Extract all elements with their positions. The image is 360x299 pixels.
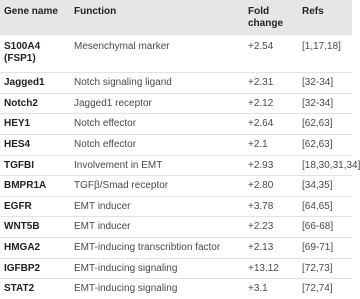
refs-cell: [34,35] xyxy=(298,176,352,197)
gene-name-cell: Jagged1 xyxy=(0,73,70,94)
refs-cell: [72,74] xyxy=(302,283,333,295)
refs-cell: [62,63] xyxy=(298,114,352,135)
table-row xyxy=(0,238,352,259)
refs-cell: [72,73] xyxy=(298,258,352,279)
header-gene-name: Gene name xyxy=(4,6,58,17)
table-row xyxy=(0,217,352,238)
function-cell: EMT inducer xyxy=(70,217,244,238)
header-fold-line1: Fold xyxy=(248,6,270,17)
gene-name: S100A4 xyxy=(4,41,41,52)
fold-change-cell: +2.1 xyxy=(244,134,298,155)
function-cell: Notch signaling ligand xyxy=(70,73,244,94)
fold-change-cell: +2.64 xyxy=(244,114,298,135)
fold-change-cell: +3.1 xyxy=(248,283,268,295)
function-cell: EMT inducer xyxy=(70,196,244,217)
function-cell: TGFβ/Smad receptor xyxy=(70,176,244,197)
table-row xyxy=(0,258,352,279)
gene-name-cell: STAT2 xyxy=(4,283,35,295)
function-cell: EMT-inducing signaling xyxy=(74,283,178,295)
fold-change-cell: +2.31 xyxy=(244,73,298,94)
gene-alias: (FSP1) xyxy=(4,52,36,64)
function-cell: EMT-inducing transcribtion factor xyxy=(70,238,244,259)
table-header xyxy=(0,0,352,35)
gene-name-cell: HMGA2 xyxy=(0,238,70,259)
gene-name-cell: EGFR xyxy=(0,196,70,217)
refs-cell: [1,17,18] xyxy=(298,35,352,73)
header-function: Function xyxy=(74,6,117,17)
table-row xyxy=(0,196,352,217)
function-cell: EMT-inducing signaling xyxy=(70,258,244,279)
header-row xyxy=(0,0,352,35)
function-cell: Notch effector xyxy=(70,134,244,155)
fold-change-cell: +2.13 xyxy=(244,238,298,259)
refs-cell: [32-34] xyxy=(298,73,352,94)
function-cell: Notch effector xyxy=(70,114,244,135)
refs-cell: [32-34] xyxy=(298,93,352,114)
table-row xyxy=(0,176,352,197)
fold-change-cell: +2.54 xyxy=(244,35,298,73)
fold-change-cell: +2.80 xyxy=(244,176,298,197)
gene-name-cell: IGFBP2 xyxy=(0,258,70,279)
header-fold-line2: change xyxy=(248,17,284,29)
refs-cell: [64,65] xyxy=(298,196,352,217)
header-fold-change xyxy=(244,0,298,35)
gene-name-cell: BMPR1A xyxy=(0,176,70,197)
function-cell: Involvement in EMT xyxy=(70,155,244,176)
fold-change-cell: +3.78 xyxy=(244,196,298,217)
table-row xyxy=(0,35,352,73)
table-row xyxy=(0,93,352,114)
table-row xyxy=(0,114,352,135)
gene-name-cell: TGFBI xyxy=(0,155,70,176)
gene-name-cell: Notch2 xyxy=(0,93,70,114)
fold-change-cell: +2.93 xyxy=(244,155,298,176)
gene-name-cell: WNT5B xyxy=(0,217,70,238)
refs-cell: [62,63] xyxy=(298,134,352,155)
table-row xyxy=(0,134,352,155)
refs-cell: [18,30,31,34] xyxy=(298,155,352,176)
gene-name-cell: HEY1 xyxy=(0,114,70,135)
refs-cell: [69-71] xyxy=(298,238,352,259)
table-row xyxy=(0,155,352,176)
refs-cell: [66-68] xyxy=(298,217,352,238)
function-cell: Jagged1 receptor xyxy=(70,93,244,114)
gene-name-cell: HES4 xyxy=(0,134,70,155)
gene-name-cell xyxy=(0,35,70,73)
table-body xyxy=(0,35,360,299)
fold-change-cell: +2.12 xyxy=(244,93,298,114)
fold-change-cell: +13.12 xyxy=(244,258,298,279)
table-row xyxy=(0,73,352,94)
function-cell: Mesenchymal marker xyxy=(70,35,244,73)
fold-change-cell: +2.23 xyxy=(244,217,298,238)
table-row xyxy=(0,279,352,299)
header-refs: Refs xyxy=(302,6,324,17)
